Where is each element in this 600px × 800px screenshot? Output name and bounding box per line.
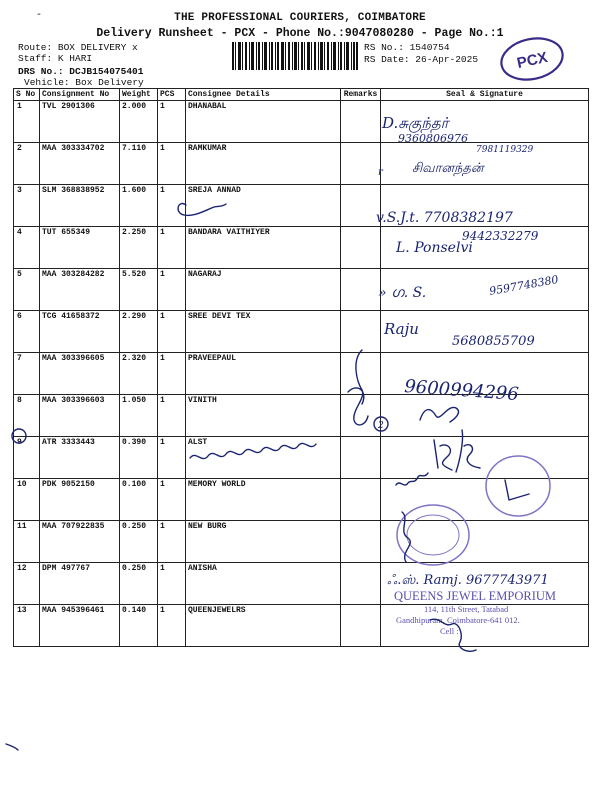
sig-in-stamp bbox=[505, 480, 529, 500]
row-pcs: 1 bbox=[158, 143, 186, 185]
row-sno: 4 bbox=[14, 227, 40, 269]
row-weight: 0.250 bbox=[120, 521, 158, 563]
col-consignment: Consignment No bbox=[40, 89, 120, 101]
sig-row1: D.சுகுந்தர் bbox=[382, 114, 449, 132]
row-consignment-no: MAA 945396461 bbox=[40, 605, 120, 647]
margin-tick bbox=[6, 744, 18, 750]
row-weight: 1.050 bbox=[120, 395, 158, 437]
row-pcs: 1 bbox=[158, 311, 186, 353]
pcx-stamp-text: PCX bbox=[515, 48, 550, 72]
row-pcs: 1 bbox=[158, 395, 186, 437]
phone-row8: 9600994296 bbox=[403, 376, 520, 405]
row-weight: 2.250 bbox=[120, 227, 158, 269]
row-weight: 0.390 bbox=[120, 437, 158, 479]
sig-row4a: v.S.J.t. 7708382197 bbox=[376, 210, 513, 226]
runsheet-subtitle: Delivery Runsheet - PCX - Phone No.:9047080280 - Page No.:1 bbox=[96, 27, 504, 40]
sig-row4c: L. Ponselvi bbox=[396, 240, 473, 256]
col-sno: S No bbox=[14, 89, 40, 101]
queens-stamp-line3: Cell : bbox=[440, 626, 459, 636]
col-pcs: PCS bbox=[158, 89, 186, 101]
queens-stamp-name: QUEENS JEWEL EMPORIUM bbox=[394, 589, 557, 603]
round-seal-inner bbox=[407, 515, 459, 555]
queens-stamp-line1: 114, 11th Street, Tatabad bbox=[424, 604, 509, 614]
col-remarks: Remarks bbox=[341, 89, 381, 101]
row-consignee: SREE DEVI TEX bbox=[186, 311, 341, 353]
circle-row8-num: 2 bbox=[378, 421, 384, 431]
row-weight: 5.520 bbox=[120, 269, 158, 311]
company-title: THE PROFESSIONAL COURIERS, COIMBATORE bbox=[174, 12, 426, 24]
row-consignment-no: MAA 707922835 bbox=[40, 521, 120, 563]
row-pcs: 1 bbox=[158, 101, 186, 143]
row-sno: 6 bbox=[14, 311, 40, 353]
row-sno: 12 bbox=[14, 563, 40, 605]
row-sno: 7 bbox=[14, 353, 40, 395]
row-pcs: 1 bbox=[158, 521, 186, 563]
queens-stamp-line2: Gandhipuram, Coimbatore-641 012. bbox=[396, 615, 520, 625]
row-weight: 7.110 bbox=[120, 143, 158, 185]
row-consignment-no: DPM 497767 bbox=[40, 563, 120, 605]
row-consignment-no: MAA 303284282 bbox=[40, 269, 120, 311]
phone-row5: 9597748380 bbox=[488, 272, 560, 298]
row-consignment-no: PDK 9052150 bbox=[40, 479, 120, 521]
scribble-row3 bbox=[178, 204, 226, 216]
row-pcs: 1 bbox=[158, 563, 186, 605]
drs-label: DRS No.: DCJB154075401 bbox=[18, 66, 144, 77]
row-consignment-no: MAA 303334702 bbox=[40, 143, 120, 185]
row-pcs: 1 bbox=[158, 269, 186, 311]
row-pcs: 1 bbox=[158, 605, 186, 647]
phone-row1: 9360806976 bbox=[398, 132, 468, 145]
row-consignment-no: TCG 41658372 bbox=[40, 311, 120, 353]
row-consignee: ALST bbox=[186, 437, 341, 479]
col-signature: Seal & Signature bbox=[381, 89, 589, 101]
route-label: Route: BOX DELIVERY x bbox=[18, 42, 138, 53]
sig-row5: » ഗ. S. bbox=[378, 285, 427, 301]
row-sno: 9 bbox=[14, 437, 40, 479]
row-pcs: 1 bbox=[158, 479, 186, 521]
row-consignee: QUEENJEWELRS bbox=[186, 605, 341, 647]
phone-row6: 5680855709 bbox=[452, 334, 535, 349]
row-consignee: VINITH bbox=[186, 395, 341, 437]
row-weight: 1.600 bbox=[120, 185, 158, 227]
row-consignee: DHANABAL bbox=[186, 101, 341, 143]
row-sno: 8 bbox=[14, 395, 40, 437]
row-sno: 11 bbox=[14, 521, 40, 563]
row-sno: 1 bbox=[14, 101, 40, 143]
scribble-row7 bbox=[348, 350, 368, 425]
row-consignee: BANDARA VAITHIYER bbox=[186, 227, 341, 269]
row-consignee: SREJA ANNAD bbox=[186, 185, 341, 227]
row-consignee: ANISHA bbox=[186, 563, 341, 605]
scribble-row9 bbox=[190, 443, 316, 458]
row-weight: 2.320 bbox=[120, 353, 158, 395]
row-weight: 0.100 bbox=[120, 479, 158, 521]
row-consignment-no: MAA 303396603 bbox=[40, 395, 120, 437]
vehicle-label: Vehicle: Box Delivery bbox=[24, 77, 144, 88]
row-sno: 10 bbox=[14, 479, 40, 521]
row-weight: 0.250 bbox=[120, 563, 158, 605]
row-pcs: 1 bbox=[158, 227, 186, 269]
row-pcs: 1 bbox=[158, 353, 186, 395]
scribble-row10 bbox=[396, 473, 428, 485]
row-consignee: NAGARAJ bbox=[186, 269, 341, 311]
row-weight: 2.000 bbox=[120, 101, 158, 143]
phone-row1b: 7981119329 bbox=[476, 145, 534, 155]
row-consignment-no: ATR 3333443 bbox=[40, 437, 120, 479]
col-consignee: Consignee Details bbox=[186, 89, 341, 101]
row-pcs: 1 bbox=[158, 185, 186, 227]
row-consignment-no: TVL 2901306 bbox=[40, 101, 120, 143]
col-weight: Weight bbox=[120, 89, 158, 101]
row-pcs: 1 bbox=[158, 437, 186, 479]
mark-row2: r bbox=[378, 167, 383, 178]
signature-row9 bbox=[434, 430, 480, 472]
sig-row6: Raju bbox=[384, 320, 419, 338]
row-consignee: NEW BURG bbox=[186, 521, 341, 563]
sig-row4b: 9442332279 bbox=[462, 229, 539, 243]
row-sno: 3 bbox=[14, 185, 40, 227]
sig-row2: சிவானந்தன் bbox=[412, 161, 484, 176]
row-weight: 0.140 bbox=[120, 605, 158, 647]
rs-number: RS No.: 1540754 bbox=[364, 42, 450, 53]
row-consignee: MEMORY WORLD bbox=[186, 479, 341, 521]
row-sno: 13 bbox=[14, 605, 40, 647]
round-seal-row11 bbox=[397, 505, 469, 565]
row-consignment-no: TUT 655349 bbox=[40, 227, 120, 269]
row-weight: 2.290 bbox=[120, 311, 158, 353]
row-consignee: PRAVEEPAUL bbox=[186, 353, 341, 395]
staff-label: Staff: K HARI bbox=[18, 53, 93, 64]
corner-mark: - bbox=[36, 10, 43, 21]
row-consignment-no: MAA 303396605 bbox=[40, 353, 120, 395]
row-consignment-no: SLM 368838952 bbox=[40, 185, 120, 227]
row-sno: 2 bbox=[14, 143, 40, 185]
round-stamp-row10 bbox=[486, 456, 550, 516]
row-sno: 5 bbox=[14, 269, 40, 311]
sig-row12: ஃ.ஸ். Ramj. 9677743971 bbox=[387, 573, 549, 588]
rs-date: RS Date: 26-Apr-2025 bbox=[364, 54, 479, 65]
scribble-row8 bbox=[420, 407, 458, 422]
row-consignee: RAMKUMAR bbox=[186, 143, 341, 185]
circle-row9 bbox=[12, 429, 26, 443]
